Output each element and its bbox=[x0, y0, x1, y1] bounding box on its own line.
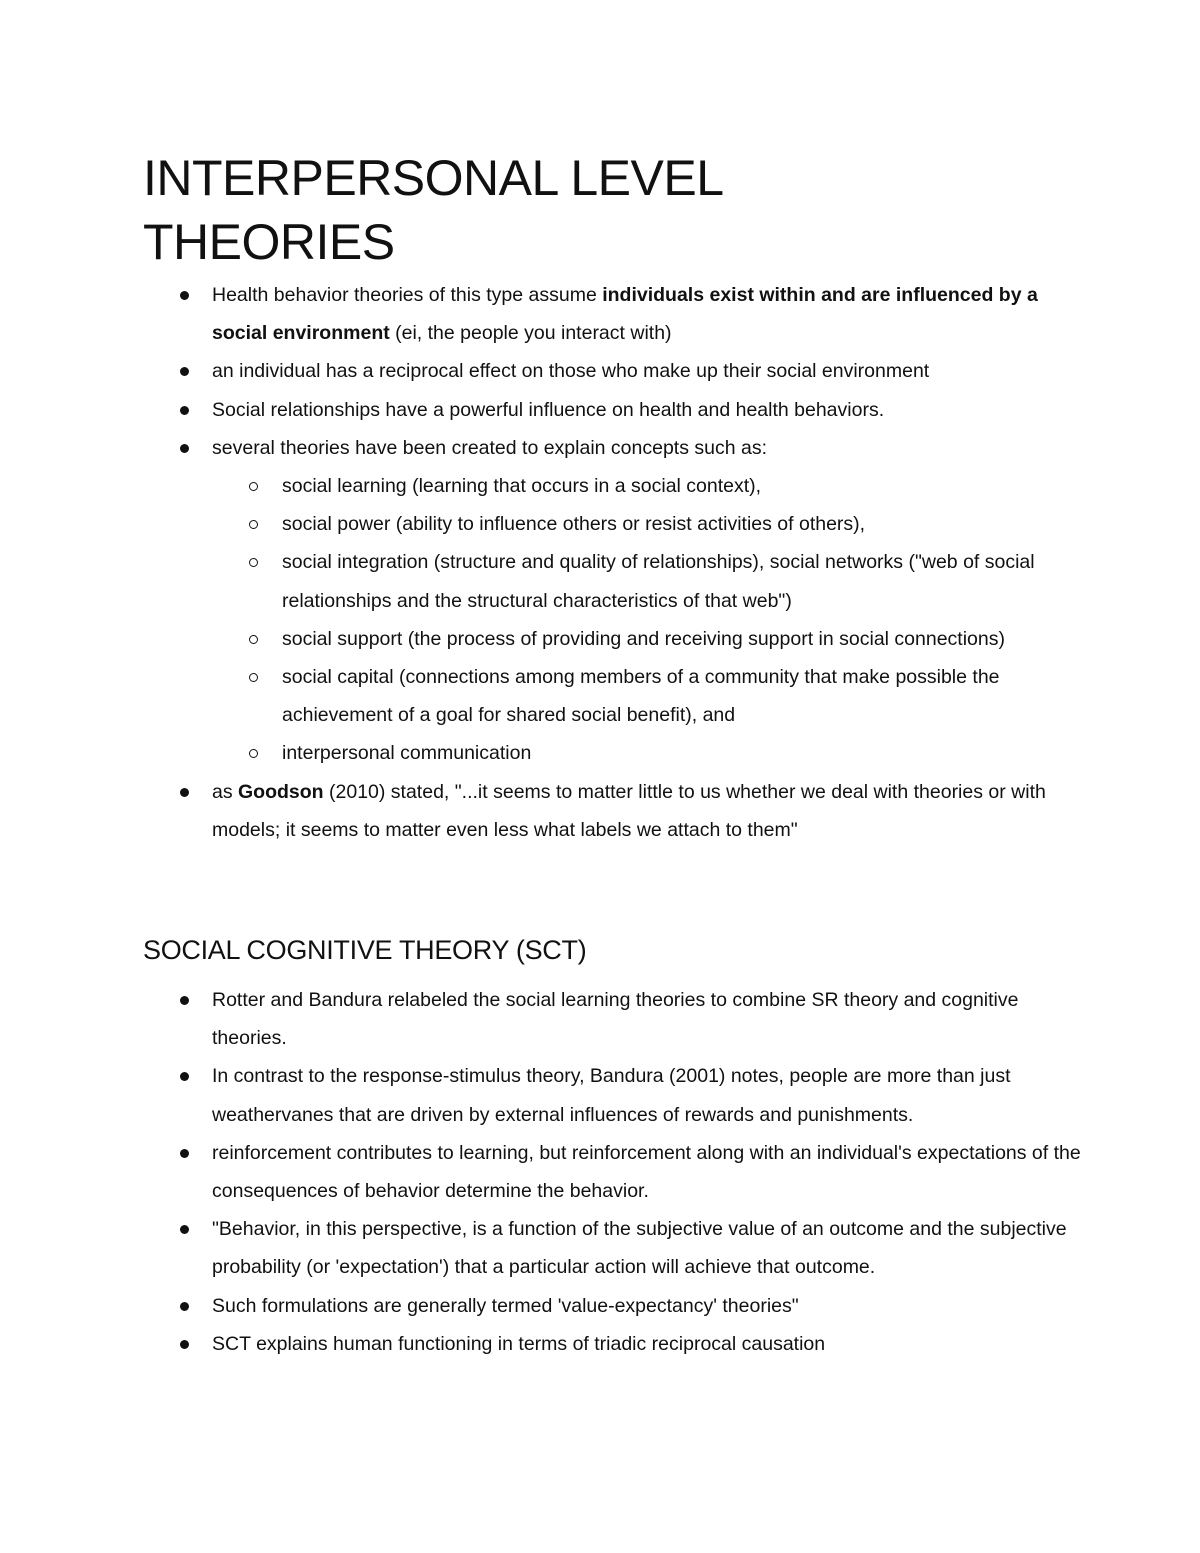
item-text: Health behavior theories of this type assume bbox=[212, 284, 603, 306]
bullet-icon bbox=[180, 996, 189, 1005]
hollow-bullet-icon bbox=[249, 749, 258, 758]
hollow-bullet-icon bbox=[249, 673, 258, 682]
page-title bbox=[143, 146, 903, 274]
bullet-icon bbox=[180, 1225, 189, 1234]
item-text: In contrast to the response-stimulus theory, Bandura (2001) notes, people are more than just weathervanes that are driven by external influences of rewards and punishments. bbox=[212, 1065, 1011, 1126]
item-text: (2010) stated, "...it seems to matter little to us whether we deal with theories or with models; it seems to matter even less what labels we attach to them" bbox=[212, 780, 1046, 841]
hollow-bullet-icon bbox=[249, 482, 258, 491]
item-text: (ei, the people you interact with) bbox=[389, 322, 672, 345]
bullet-icon bbox=[180, 406, 189, 415]
bullet-item-social-relationships bbox=[212, 391, 1092, 429]
bullet-icon bbox=[180, 1149, 189, 1158]
item-text: reinforcement contributes to learning, but reinforcement along with an individual's expectations of the consequences of behavior determine the behavior. bbox=[212, 1141, 1081, 1203]
title-line-2: THEORIES bbox=[143, 214, 395, 270]
bullet-item-triadic-causation bbox=[212, 1325, 1092, 1363]
interpersonal-bullet-list bbox=[212, 276, 1092, 849]
sub-item-text: social capital (connections among members of a community that make possible the achievement of a goal for shared social benefit), and bbox=[282, 666, 1000, 727]
bullet-item-rotter-bandura bbox=[212, 981, 1092, 1057]
item-text: Rotter and Bandura relabeled the social learning theories to combine SR theory and cognitive theories. bbox=[212, 989, 1019, 1050]
bullet-item-goodson-quote bbox=[212, 773, 1092, 849]
sub-item-text: social integration (structure and quality of relationships), social networks ("web of social relationships and the structural characteristics of that web") bbox=[282, 551, 1035, 612]
bullet-item-response-stimulus bbox=[212, 1057, 1092, 1133]
hollow-bullet-icon bbox=[249, 635, 258, 644]
item-text: "Behavior, in this perspective, is a function of the subjective value of an outcome and the subjective probability (or 'expectation') that a particular action will achieve that outcome. bbox=[212, 1218, 1067, 1279]
sub-item-social-integration bbox=[282, 543, 1092, 619]
sub-item-text: interpersonal communication bbox=[282, 742, 532, 765]
sub-item-text: social power (ability to influence others or resist activities of others), bbox=[282, 513, 866, 536]
item-text: as bbox=[212, 780, 239, 803]
bullet-icon bbox=[180, 444, 189, 453]
bullet-icon bbox=[180, 291, 189, 300]
hollow-bullet-icon bbox=[249, 558, 258, 567]
bullet-item-behavior-perspective bbox=[212, 1210, 1092, 1286]
sub-item-social-capital bbox=[282, 658, 1092, 734]
bullet-item-social-environment bbox=[212, 276, 1092, 352]
bullet-item-reciprocal-effect bbox=[212, 352, 1092, 390]
bullet-icon bbox=[180, 788, 189, 797]
concepts-sub-list bbox=[282, 467, 1092, 773]
bullet-icon bbox=[180, 1072, 189, 1081]
section-heading-sct: SOCIAL COGNITIVE THEORY (SCT) bbox=[143, 935, 587, 965]
bullet-item-several-theories bbox=[212, 429, 1092, 773]
bullet-icon bbox=[180, 367, 189, 376]
sub-item-text: social learning (learning that occurs in a social context), bbox=[282, 475, 762, 498]
sub-item-social-power bbox=[282, 505, 1092, 543]
title-line-1: INTERPERSONAL LEVEL bbox=[143, 150, 724, 206]
sub-item-text: social support (the process of providing and receiving support in social connections) bbox=[282, 627, 1005, 650]
item-bold-text: Goodson bbox=[238, 780, 324, 803]
sub-item-social-learning bbox=[282, 467, 1092, 505]
bullet-icon bbox=[180, 1340, 189, 1349]
bullet-item-reinforcement bbox=[212, 1134, 1092, 1210]
item-text: an individual has a reciprocal effect on those who make up their social environment bbox=[212, 360, 930, 383]
hollow-bullet-icon bbox=[249, 520, 258, 529]
item-text: several theories have been created to explain concepts such as: bbox=[212, 436, 768, 459]
sct-bullet-list bbox=[212, 981, 1092, 1363]
sub-item-social-support bbox=[282, 620, 1092, 658]
item-text: SCT explains human functioning in terms of triadic reciprocal causation bbox=[212, 1332, 826, 1355]
sub-item-interpersonal-communication bbox=[282, 734, 1092, 772]
item-text: Social relationships have a powerful influence on health and health behaviors. bbox=[212, 398, 885, 421]
bullet-icon bbox=[180, 1302, 189, 1311]
bullet-item-value-expectancy bbox=[212, 1287, 1092, 1325]
item-bold-text: individuals exist within and are influenced by a social environment bbox=[212, 284, 1038, 345]
item-text: Such formulations are generally termed 'value-expectancy' theories" bbox=[212, 1294, 799, 1317]
